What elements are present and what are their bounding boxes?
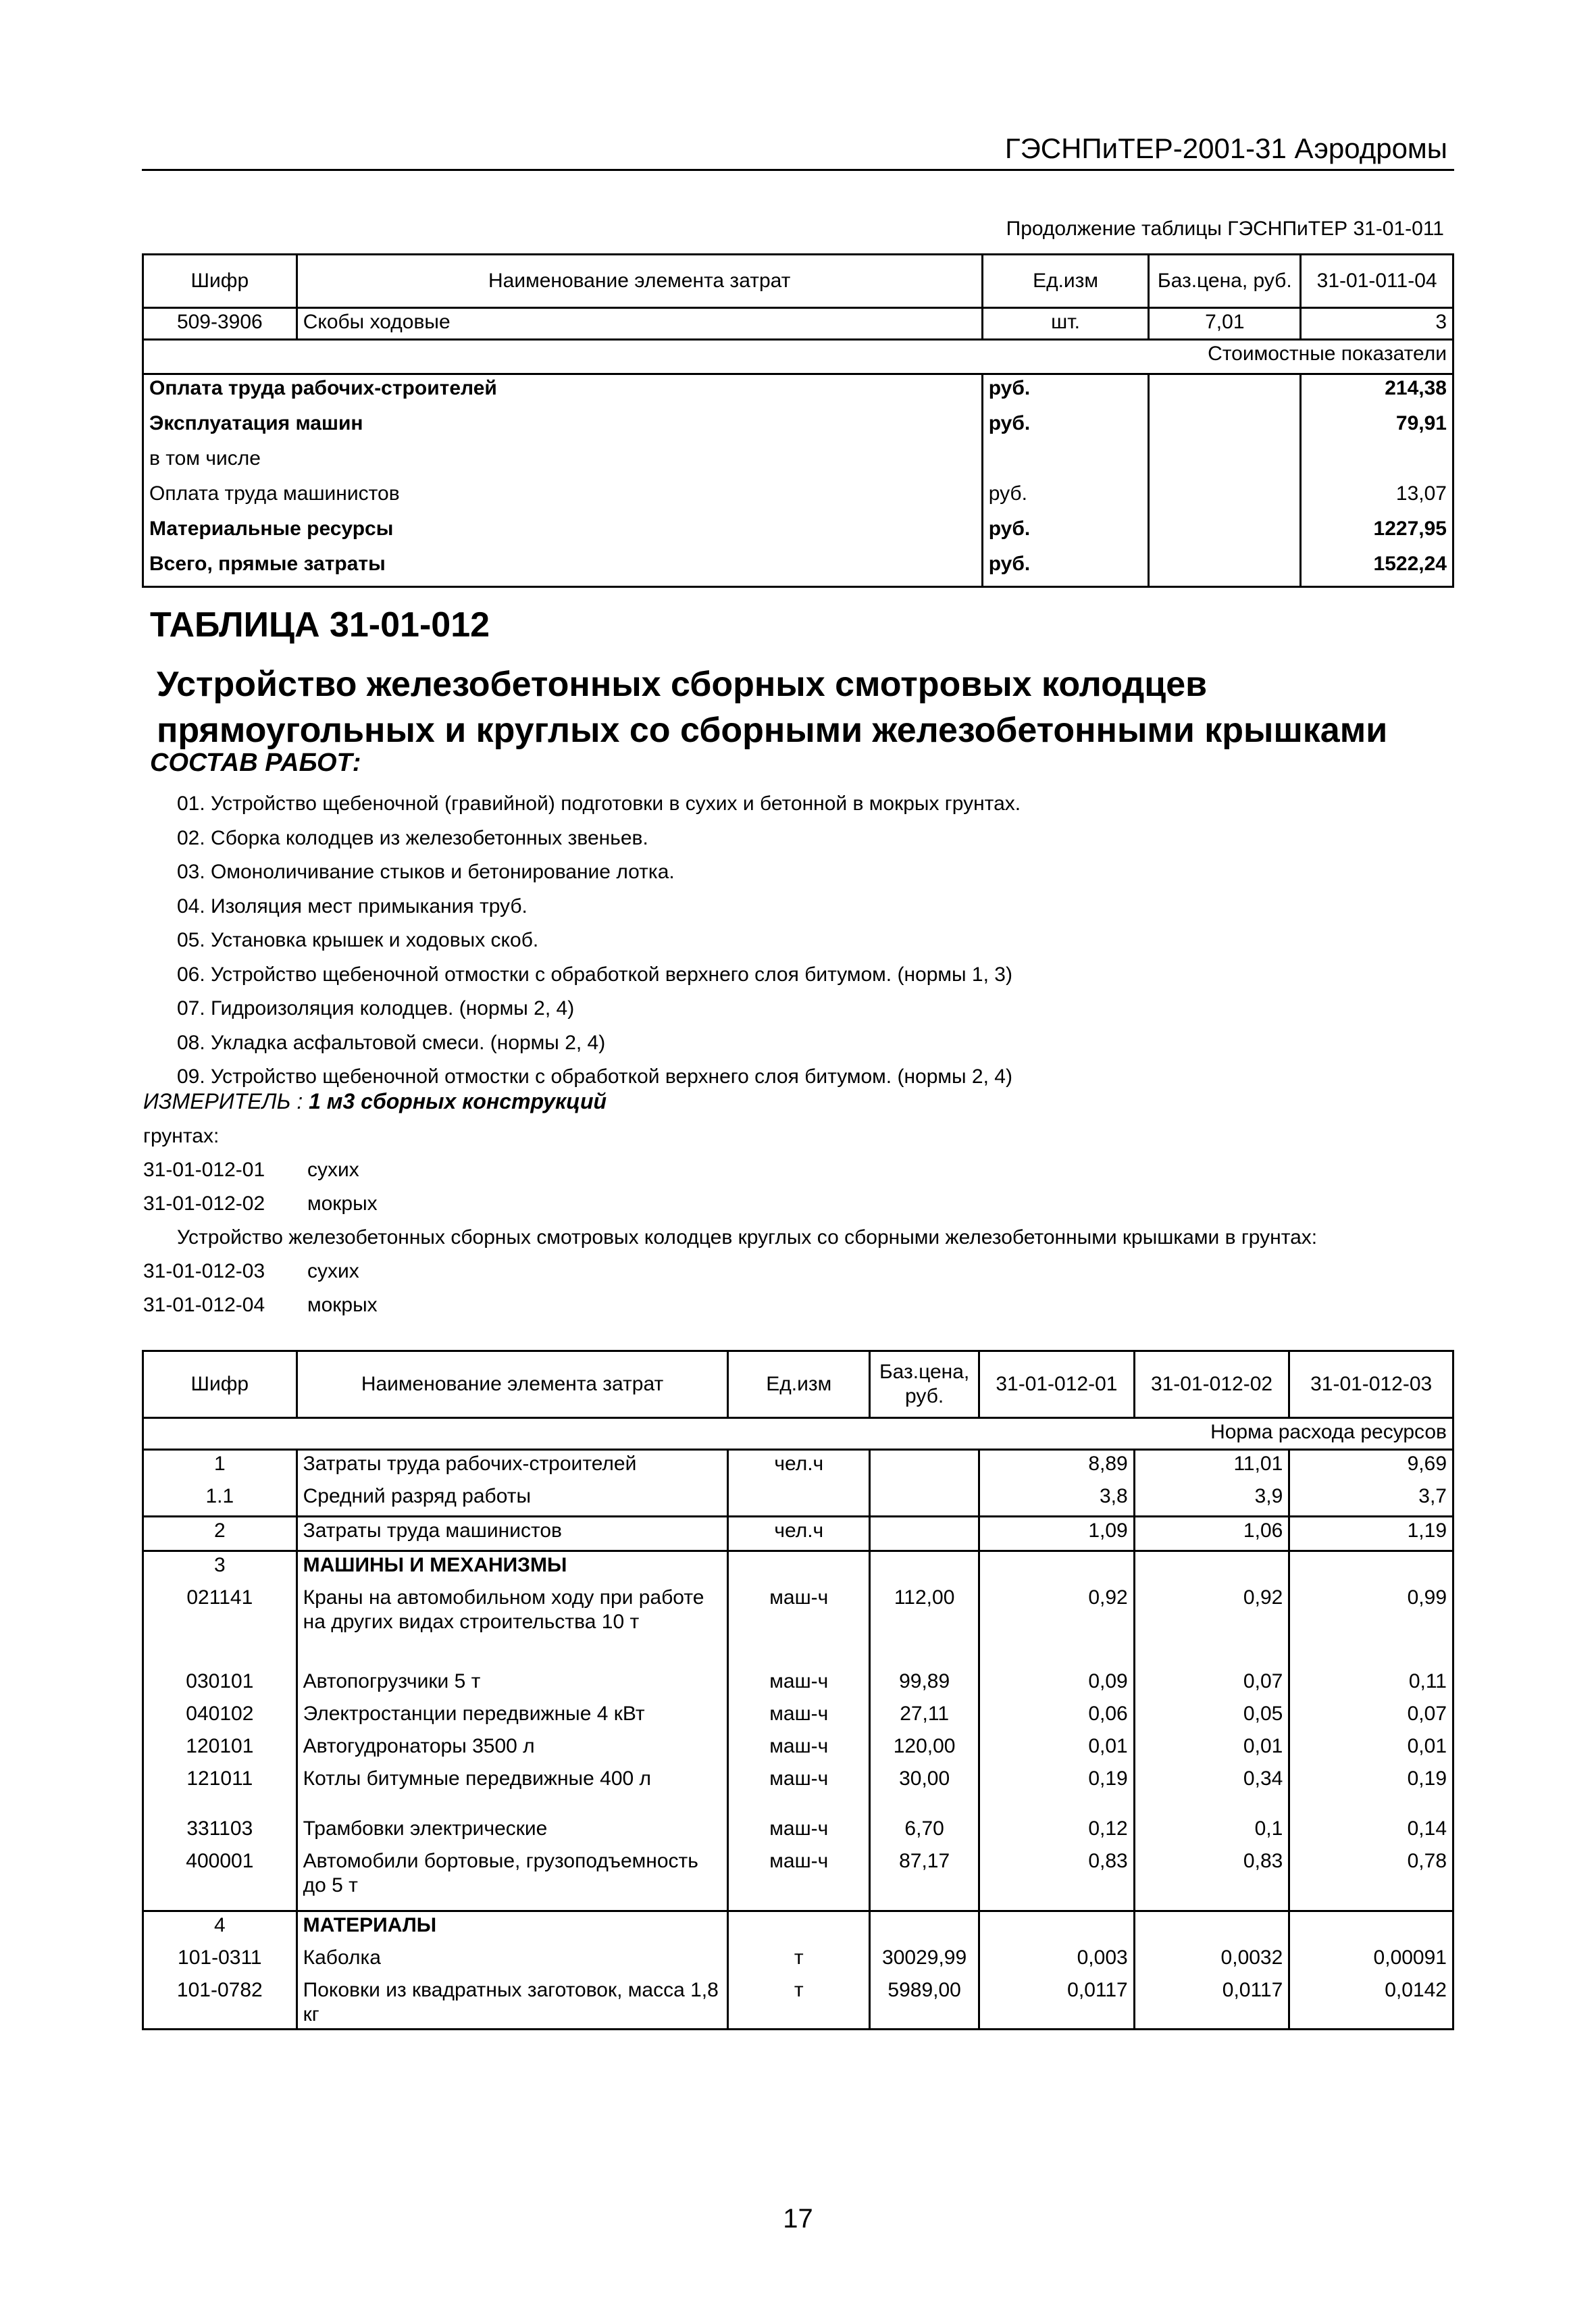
cost-name: Всего, прямые затраты [143,551,983,587]
cost-value: 214,38 [1301,374,1453,411]
table-row [143,1733,1453,1765]
row-value-2: 3,9 [1134,1483,1289,1517]
row-value: 3 [1301,308,1453,340]
table2-header-row [143,1351,1453,1418]
row-value-3: 0,19 [1289,1765,1453,1815]
row-name: Краны на автомобильном ходу при работе на других видах строительства 10 т [297,1584,728,1668]
cost-price [1149,410,1301,445]
row-value-2: 0,0032 [1134,1944,1289,1977]
table-row [143,1551,1453,1585]
row-value-1 [979,1551,1135,1585]
row-unit: чел.ч [728,1450,870,1484]
row-value-2: 0,1 [1134,1815,1289,1848]
table2-col-norm-2: 31-01-012-02 [1134,1351,1289,1418]
row-name: Котлы битумные передвижные 400 л [297,1765,728,1815]
row-name: Затраты труда машинистов [297,1517,728,1551]
row-value-3: 0,07 [1289,1701,1453,1733]
table2-norm-row [143,1418,1453,1450]
row-name: Каболка [297,1944,728,1977]
soils-label: грунтах: [143,1125,220,1147]
table-row [143,1483,1453,1517]
row-value-3 [1289,1551,1453,1585]
row-code: 3 [143,1551,297,1585]
row-value-1: 0,0117 [979,1977,1135,2030]
row-value-2: 0,05 [1134,1701,1289,1733]
row-name: Автопогрузчики 5 т [297,1668,728,1701]
table-row [143,1701,1453,1733]
table-row [143,515,1453,551]
cost-value: 13,07 [1301,480,1453,515]
table1-col-price: Баз.цена, руб. [1149,255,1301,308]
document-title: ГЭСНПиТЕР-2001-31 Аэродромы [1004,132,1447,164]
row-value-3: 9,69 [1289,1450,1453,1484]
operations-list [177,787,1021,1095]
row-name: Средний разряд работы [297,1483,728,1517]
row-price: 120,00 [870,1733,979,1765]
row-code: 1.1 [143,1483,297,1517]
row-price: 30,00 [870,1765,979,1815]
row-value-3: 1,19 [1289,1517,1453,1551]
table1-col-unit: Ед.изм [982,255,1149,308]
table1-caption: Продолжение таблицы ГЭСНПиТЕР 31-01-011 [1006,218,1444,240]
cost-indicators-label: Стоимостные показатели [143,340,1453,374]
row-price: 5989,00 [870,1977,979,2030]
row-unit: маш-ч [728,1701,870,1733]
variant-name: мокрых [307,1294,378,1316]
row-value-2: 11,01 [1134,1450,1289,1484]
table2-col-unit: Ед.изм [728,1351,870,1418]
row-value-2 [1134,1911,1289,1945]
row-value-1: 0,19 [979,1765,1135,1815]
meter-label: ИЗМЕРИТЕЛЬ : [143,1089,309,1113]
list-item: 09. Устройство щебеночной отмостки с обработкой верхнего слоя битумом. (нормы 2, 4) [177,1065,1012,1088]
cost-unit: руб. [982,480,1149,515]
list-item: 05. Установка крышек и ходовых скоб. [177,929,539,951]
cost-name: в том числе [143,445,983,480]
table-row [143,1815,1453,1848]
row-price: 30029,99 [870,1944,979,1977]
table1-col-norm: 31-01-011-04 [1301,255,1453,308]
table-row [143,551,1453,587]
list-item: 01. Устройство щебеночной (гравийной) подготовки в сухих и бетонной в мокрых грунтах. [177,793,1021,815]
row-price: 7,01 [1149,308,1301,340]
row-unit [728,1911,870,1945]
table1-header-row [143,255,1453,308]
cost-price [1149,515,1301,551]
table-row [143,1848,1453,1911]
cost-name: Оплата труда рабочих-строителей [143,374,983,411]
row-price [870,1450,979,1484]
variant-name: сухих [307,1260,359,1282]
table-row [143,445,1453,480]
table-row [143,1977,1453,2030]
table2-col-norm-1: 31-01-012-01 [979,1351,1135,1418]
row-price: 112,00 [870,1584,979,1668]
table-row [143,1668,1453,1701]
row-value-2 [1134,1551,1289,1585]
row-name: МАТЕРИАЛЫ [297,1911,728,1945]
row-code: 400001 [143,1848,297,1911]
variant-code: 31-01-012-04 [143,1294,265,1316]
row-unit: т [728,1977,870,2030]
row-price: 27,11 [870,1701,979,1733]
cost-price [1149,480,1301,515]
variant-code: 31-01-012-02 [143,1192,265,1215]
norm-label: Норма расхода ресурсов [143,1418,1453,1450]
table2-col-name: Наименование элемента затрат [297,1351,728,1418]
cost-unit: руб. [982,410,1149,445]
row-name: Электростанции передвижные 4 кВт [297,1701,728,1733]
row-price [870,1911,979,1945]
table1-resources [142,253,1454,588]
row-value-1: 0,01 [979,1733,1135,1765]
cost-unit [982,445,1149,480]
cost-value: 1227,95 [1301,515,1453,551]
row-value-3: 0,78 [1289,1848,1453,1911]
row-code: 101-0311 [143,1944,297,1977]
list-item: 07. Гидроизоляция колодцев. (нормы 2, 4) [177,997,575,1020]
row-price [870,1551,979,1585]
table-row [143,1517,1453,1551]
cost-name: Эксплуатация машин [143,410,983,445]
table-row [143,1450,1453,1484]
row-unit [728,1551,870,1585]
table-row [143,410,1453,445]
row-code: 331103 [143,1815,297,1848]
list-item: 03. Омоноличивание стыков и бетонирование лотка. [177,861,675,883]
cost-price [1149,445,1301,480]
row-value-1: 0,83 [979,1848,1135,1911]
row-unit: шт. [982,308,1149,340]
table-row [143,1584,1453,1668]
work-composition-heading: СОСТАВ РАБОТ: [150,749,361,777]
cost-value: 1522,24 [1301,551,1453,587]
row-unit: маш-ч [728,1765,870,1815]
row-unit: маш-ч [728,1848,870,1911]
table2-col-price: Баз.цена, руб. [870,1351,979,1418]
variant-name: сухих [307,1159,359,1181]
cost-price [1149,551,1301,587]
row-name: Автомобили бортовые, грузоподъемность до 5 т [297,1848,728,1911]
row-price: 99,89 [870,1668,979,1701]
cost-unit: руб. [982,551,1149,587]
row-code: 509-3906 [143,308,297,340]
row-value-3: 3,7 [1289,1483,1453,1517]
row-value-3 [1289,1911,1453,1945]
row-price [870,1517,979,1551]
table-row [143,1911,1453,1945]
row-value-2: 0,34 [1134,1765,1289,1815]
row-name: Поковки из квадратных заготовок, масса 1,8 кг [297,1977,728,2030]
row-code: 040102 [143,1701,297,1733]
row-unit: маш-ч [728,1584,870,1668]
cost-name: Оплата труда машинистов [143,480,983,515]
cost-name: Материальные ресурсы [143,515,983,551]
row-name: Затраты труда рабочих-строителей [297,1450,728,1484]
cost-price [1149,374,1301,411]
table2-col-norm-3: 31-01-012-03 [1289,1351,1453,1418]
row-value-1: 0,12 [979,1815,1135,1848]
list-item: 04. Изоляция мест примыкания труб. [177,895,527,917]
row-value-1: 3,8 [979,1483,1135,1517]
row-value-1: 1,09 [979,1517,1135,1551]
table-row [143,374,1453,411]
row-unit: т [728,1944,870,1977]
table2-resources [142,1350,1454,2030]
table-row [143,1765,1453,1815]
row-price: 87,17 [870,1848,979,1911]
row-value-1: 0,003 [979,1944,1135,1977]
page-number: 17 [783,2204,813,2234]
row-value-2: 0,0117 [1134,1977,1289,2030]
row-name: Автогудронаторы 3500 л [297,1733,728,1765]
table1-col-code: Шифр [143,255,297,308]
table2-col-code: Шифр [143,1351,297,1418]
row-value-2: 0,07 [1134,1668,1289,1701]
row-value-3: 0,01 [1289,1733,1453,1765]
row-value-1: 0,92 [979,1584,1135,1668]
round-wells-text: Устройство железобетонных сборных смотровых колодцев круглых со сборными железобетонными крышками в грунтах: [177,1226,1318,1249]
page-header [142,128,1454,171]
table-row [143,308,1453,340]
row-unit: маш-ч [728,1668,870,1701]
cost-value: 79,91 [1301,410,1453,445]
row-value-3: 0,00091 [1289,1944,1453,1977]
cost-unit: руб. [982,374,1149,411]
row-price: 6,70 [870,1815,979,1848]
list-item: 02. Сборка колодцев из железобетонных звеньев. [177,826,648,849]
row-value-3: 0,0142 [1289,1977,1453,2030]
row-value-2: 0,83 [1134,1848,1289,1911]
row-unit: маш-ч [728,1733,870,1765]
row-value-2: 0,92 [1134,1584,1289,1668]
row-value-3: 0,11 [1289,1668,1453,1701]
table1-col-name: Наименование элемента затрат [297,255,982,308]
row-value-3: 0,99 [1289,1584,1453,1668]
meter-line [143,1089,607,1114]
row-value-1: 0,06 [979,1701,1135,1733]
cost-unit: руб. [982,515,1149,551]
variant-name: мокрых [307,1192,378,1215]
cost-value [1301,445,1453,480]
variant-code: 31-01-012-03 [143,1260,265,1282]
row-code: 4 [143,1911,297,1945]
list-item: 08. Укладка асфальтовой смеси. (нормы 2, 4) [177,1031,606,1054]
row-code: 101-0782 [143,1977,297,2030]
section-title: Устройство железобетонных сборных смотровых колодцев прямоугольных и круглых со сборными железобетонными крышками [157,665,1388,750]
row-value-3: 0,14 [1289,1815,1453,1848]
row-price [870,1483,979,1517]
row-code: 121011 [143,1765,297,1815]
row-code: 1 [143,1450,297,1484]
row-name: Трамбовки электрические [297,1815,728,1848]
row-code: 120101 [143,1733,297,1765]
list-item: 06. Устройство щебеночной отмостки с обработкой верхнего слоя битумом. (нормы 1, 3) [177,963,1012,986]
row-name: Скобы ходовые [297,308,982,340]
table-number-heading: ТАБЛИЦА 31-01-012 [150,605,490,645]
row-value-1: 0,09 [979,1668,1135,1701]
row-unit: маш-ч [728,1815,870,1848]
variant-code: 31-01-012-01 [143,1159,265,1181]
row-code: 2 [143,1517,297,1551]
table2-body [143,1450,1453,2030]
row-unit: чел.ч [728,1517,870,1551]
row-value-1 [979,1911,1135,1945]
row-value-2: 1,06 [1134,1517,1289,1551]
meter-value: 1 м3 сборных конструкций [309,1089,607,1113]
table-row [143,480,1453,515]
row-value-1: 8,89 [979,1450,1135,1484]
row-code: 021141 [143,1584,297,1668]
row-name: МАШИНЫ И МЕХАНИЗМЫ [297,1551,728,1585]
table-row [143,1944,1453,1977]
row-code: 030101 [143,1668,297,1701]
table1-section-row [143,340,1453,374]
row-value-2: 0,01 [1134,1733,1289,1765]
row-unit [728,1483,870,1517]
